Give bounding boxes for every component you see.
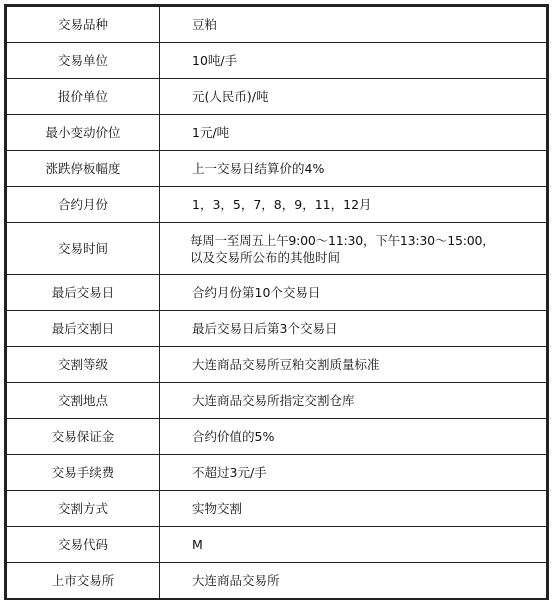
row-value: 大连商品交易所豆粕交割质量标准: [160, 347, 547, 383]
table-row: [7, 347, 547, 383]
row-value: 合约月份第10个交易日: [160, 275, 547, 311]
table-row: [7, 563, 547, 599]
row-label: 交易代码: [7, 527, 160, 563]
row-value: 上一交易日结算价的4%: [160, 151, 547, 187]
row-value-line: 每周一至周五上午9:00～11:30，下午13:30～15:00，: [190, 232, 495, 248]
table-row: [7, 527, 547, 563]
row-value: 实物交割: [160, 491, 547, 527]
table-row: [7, 115, 547, 151]
row-value: 大连商品交易所: [160, 563, 547, 599]
table-row: [7, 79, 547, 115]
row-value: 豆粕: [160, 7, 547, 43]
row-value: 大连商品交易所指定交割仓库: [160, 383, 547, 419]
row-value: 10吨/手: [160, 43, 547, 79]
row-value: 合约价值的5%: [160, 419, 547, 455]
row-value: 不超过3元/手: [160, 455, 547, 491]
table-row: [7, 455, 547, 491]
row-label: 交易保证金: [7, 419, 160, 455]
table-row: [7, 187, 547, 223]
contract-spec-table: [6, 6, 547, 599]
row-value: 最后交易日后第3个交易日: [160, 311, 547, 347]
table-row: [7, 151, 547, 187]
row-label: 上市交易所: [7, 563, 160, 599]
row-value: 1元/吨: [160, 115, 547, 151]
row-label: 交易品种: [7, 7, 160, 43]
row-value: 1，3，5，7，8，9，11，12月: [160, 187, 547, 223]
row-label: 合约月份: [7, 187, 160, 223]
table-row: [7, 223, 547, 275]
row-label: 交割等级: [7, 347, 160, 383]
table-row: [7, 43, 547, 79]
row-label: 交割地点: [7, 383, 160, 419]
table-row: [7, 7, 547, 43]
table-row: [7, 491, 547, 527]
row-label: 最后交易日: [7, 275, 160, 311]
row-label: 涨跌停板幅度: [7, 151, 160, 187]
row-label: 报价单位: [7, 79, 160, 115]
row-label: 最小变动价位: [7, 115, 160, 151]
row-label: 交易单位: [7, 43, 160, 79]
table-row: [7, 275, 547, 311]
row-value: M: [160, 527, 547, 563]
table-row: [7, 383, 547, 419]
row-label: 交易手续费: [7, 455, 160, 491]
table-row: [7, 311, 547, 347]
row-label: 交割方式: [7, 491, 160, 527]
row-label: 最后交割日: [7, 311, 160, 347]
row-label: 交易时间: [7, 223, 160, 275]
row-value: [160, 223, 547, 275]
row-value-line: 以及交易所公布的其他时间: [190, 249, 341, 265]
row-value: 元(人民币)/吨: [160, 79, 547, 115]
table-row: [7, 419, 547, 455]
